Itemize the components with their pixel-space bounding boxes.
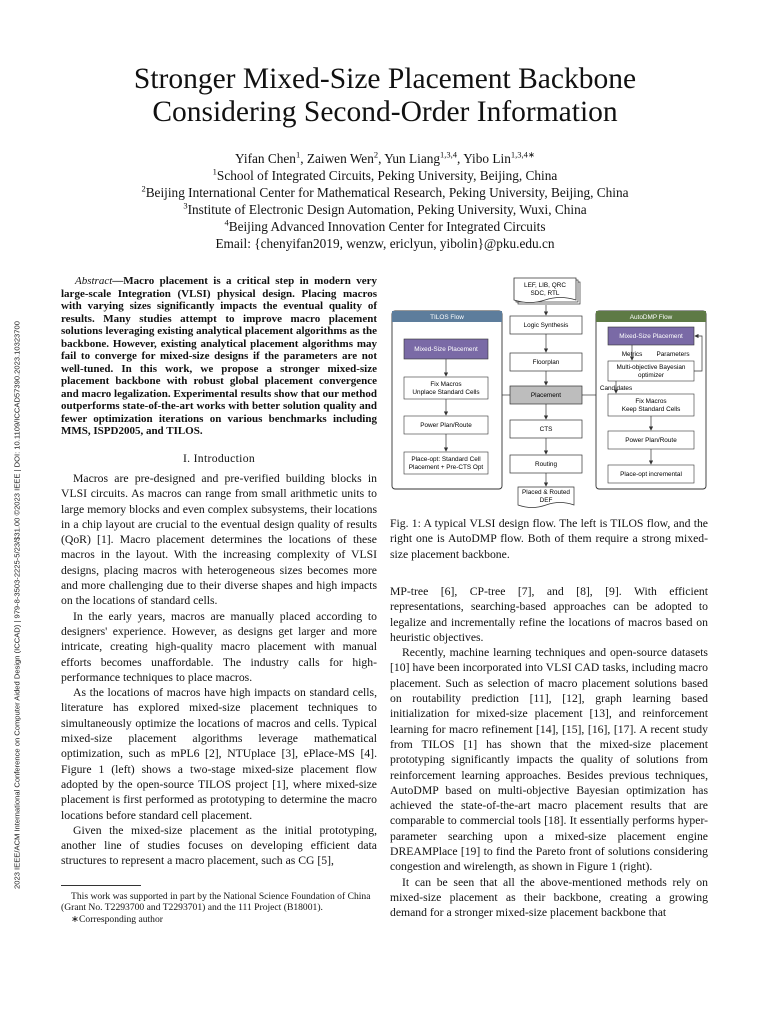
email-line: Email: {chenyifan2019, wenzw, ericlyun, yibolin}@pku.edu.cn <box>215 236 555 251</box>
autodmp-header: AutoDMP Flow <box>629 314 673 321</box>
output-label-1: Placed & Routed <box>522 489 570 496</box>
tilos-popt-label-1: Place-opt: Standard Cell <box>411 456 481 463</box>
bayes-label-2: optimizer <box>638 372 664 379</box>
paragraph: As the locations of macros have high impacts on standard cells, literature has explored mixed-size placement techniques to simultaneously optimize the locations of macros and cells. Typical mixed-size placement algorithms leverage mathematical optimization, such as mPL6 [2], NTUplace [3], ePlace-MS [4]. Figure 1 (left) shows a two-stage mixed-size placement flow adopted by the open-source TILOS project [1], where mixed-size placement is first performed as prototyping to determine the macro locations before standard cell placement. <box>61 686 377 822</box>
title-line-1: Stronger Mixed-Size Placement Backbone <box>133 63 637 95</box>
floorplan-label: Floorplan <box>532 359 560 366</box>
title-line-2: Considering Second-Order Information <box>152 96 618 128</box>
input-files-stack <box>514 278 580 304</box>
section-heading-introduction: I. Introduction <box>182 452 255 465</box>
footnote-rule <box>61 885 141 886</box>
left-column-body <box>61 471 377 869</box>
figure-1-caption: Fig. 1: A typical VLSI design flow. The left is TILOS flow, and the right one is AutoDMP flow. Both of them require a strong mixed-size placement backbone. <box>390 517 708 561</box>
parameters-label: Parameters <box>656 351 690 358</box>
abstract <box>61 275 377 438</box>
autodmp-power-label: Power Plan/Route <box>625 437 677 444</box>
autodmp-popt-label: Place-opt incremental <box>620 471 682 478</box>
input-sdc-label: SDC, RTL <box>530 290 560 297</box>
paragraph: Recently, machine learning techniques and open-source datasets [10] have been incorporated into VLSI CAD tasks, including macro placement. Such as selection of macro placement solutions based on routability prediction [11], [12], graph learning based initialization for mixed-size placement [13], and reinforcement learning for macro refinement [14], [15], [16], [17]. A recent study from TILOS [1] has shown that the mixed-size placement prototyping significantly impacts the quality of solutions from reinforcement learning approaches. Besides previous techniques, AutoDMP based on multi-objective Bayesian optimization has achieved the state-of-the-art macro placement results that are comparable to commercial tools [18]. It essentially performs hyper-parameter searching upon a mixed-size placement engine DREAMPlace [19] to find the Pareto front of solutions considering congestion and wirelength, as shown in Figure 1 (right). <box>390 646 708 874</box>
author-block <box>60 150 710 252</box>
paper-title <box>60 63 710 129</box>
author-list: Yifan Chen$^1$, Zaiwen Wen$^2$, Yun Liang$^{1,3,4}$, Yibo Lin$^{1,3,4∗}$ <box>235 149 535 166</box>
affiliation-3: $^3$Institute of Electronic Design Automation, Peking University, Wuxi, China <box>183 200 587 217</box>
bayes-label-1: Multi-objective Bayesian <box>616 364 686 371</box>
footnote-corresponding: ∗Corresponding author <box>71 913 163 925</box>
right-column-body <box>390 584 708 921</box>
autodmp-mixed-size-label: Mixed-Size Placement <box>619 333 683 340</box>
routing-label: Routing <box>534 461 558 468</box>
input-lef-label: LEF, LIB, QRC <box>524 282 566 289</box>
tilos-header: TILOS Flow <box>430 314 464 321</box>
abstract-text: —Macro placement is a critical step in modern very large-scale Integration (VLSI) physical design. Placing macros with varying sizes significantly impacts the eventual quality of results. Many studies attempt to improve macro placement solutions leveraging existing analytical placement algorithms as the backbone. However, existing analytical placement algorithms may fail to converge for mixed-size designs if the parameters are not well-tuned. In this work, we propose a stronger mixed-size placement backbone with robust global placement convergence and macro legalization. Experimental results show that our method outperforms state-of-the-art works with better solution quality and fewer optimization iterations on various benchmarks including MMS, ISPD2005, and TILOS. <box>61 275 377 437</box>
abstract-label: Abstract <box>75 275 113 287</box>
paragraph: It can be seen that all the above-mentioned methods rely on mixed-size placement as their backbone, creating a growing demand for a stronger mixed-size placement backbone that <box>390 875 708 920</box>
paragraph: Given the mixed-size placement as the initial prototyping, another line of studies focuses on developing efficient data structures to represent a macro placement, such as CG [5], <box>61 823 377 868</box>
footnotes <box>61 891 377 925</box>
paragraph: In the early years, macros are manually placed according to designers' experience. However, as designs get larger and more intricate, creating high-quality macro placement with manual efforts becomes unaffordable. The industry calls for high-performance techniques to place macros. <box>61 609 377 684</box>
affiliation-4: $^4$Beijing Advanced Innovation Center for Integrated Circuits <box>224 217 546 234</box>
metrics-label: Metrics <box>621 351 643 358</box>
tilos-popt-label-2: Placement + Pre-CTS Opt <box>408 464 484 471</box>
logic-synthesis-label: Logic Synthesis <box>523 322 569 329</box>
placement-label: Placement <box>530 392 562 399</box>
paragraph: Macros are pre-designed and pre-verified building blocks in VLSI circuits. As macros can range from small arithmetic units to large memory blocks and even complex subsystems, their locations in a chip layout are crucial to the eventual design quality of results (QoR) [1]. Macro placement determines the locations of these macros in the layout. With the increasing complexity of VLSI designs, placing macros with heterogeneous sizes becomes more and more challenging due to their diverse shapes and high impacts on the locations of standard cells. <box>61 472 377 608</box>
doi-sidebar-text: 2023 IEEE/ACM International Conference on Computer Aided Design (ICCAD) | 979-8-3503-2225-5/23/$31.00 ©2023 IEEE | DOI: 10.1109/ICCAD57390.2023.10323700 <box>12 321 22 889</box>
paragraph: MP-tree [6], CP-tree [7], and [8], [9]. With efficient representations, searching-based approaches can be adopted to legalize and incrementally refine the locations of macros based on heuristic objectives. <box>390 585 708 644</box>
tilos-fix-label-2: Unplace Standard Cells <box>412 389 480 396</box>
tilos-power-label: Power Plan/Route <box>420 422 472 429</box>
tilos-mixed-size-label: Mixed-Size Placement <box>414 346 478 353</box>
candidates-label: Candidates <box>599 385 633 392</box>
output-label-2: DEF <box>539 497 553 504</box>
figure-1-flow-diagram <box>390 275 708 513</box>
affiliation-1: $^1$School of Integrated Circuits, Peking University, Beijing, China <box>212 166 558 183</box>
doi-sidebar <box>10 240 24 970</box>
autodmp-fix-label-2: Keep Standard Cells <box>621 406 681 413</box>
cts-label: CTS <box>539 426 553 433</box>
footnote-funding: This work was supported in part by the National Science Foundation of China (Grant No. T2293700 and T2293701) and the 111 Project (B18001). <box>61 891 371 914</box>
tilos-fix-label-1: Fix Macros <box>430 381 462 388</box>
affiliation-2: $^2$Beijing International Center for Mathematical Research, Peking University, Beijing, China <box>141 183 629 200</box>
autodmp-fix-label-1: Fix Macros <box>635 398 667 405</box>
